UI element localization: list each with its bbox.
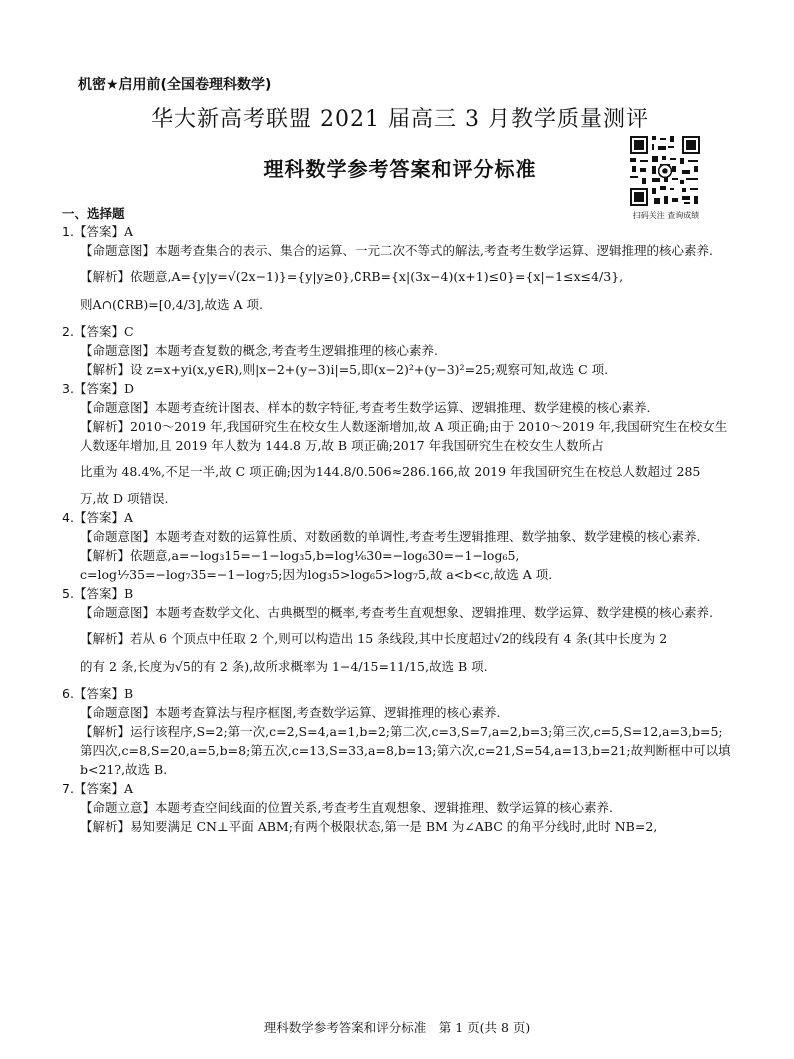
question-2-answer: 2.【答案】C (62, 324, 134, 339)
question-7-analysis: 【解析】易知要满足 CN⊥平面 ABM;有两个极限状态,第一是 BM 为∠ABC 的角平分线时,此时 NB=2, (80, 819, 658, 834)
question-3-analysis-end: 万,故 D 项错误. (80, 491, 169, 506)
question-7-answer: 7.【答案】A (62, 781, 133, 796)
question-3-intent: 【命题意图】本题考查统计图表、样本的数字特征,考查考生数学运算、逻辑推理、数学建模的核心素养. (80, 400, 651, 415)
question-5-answer: 5.【答案】B (62, 586, 134, 601)
question-6-answer: 6.【答案】B (62, 686, 134, 701)
question-6-intent: 【命题意图】本题考查算法与程序框图,考查数学运算、逻辑推理的核心素养. (80, 705, 501, 720)
question-6-analysis: 【解析】运行该程序,S=2;第一次,c=2,S=4,a=1,b=2;第二次,c=3,S=7,a=2,b=3;第三次,c=5,S=12,a=3,b=5;第四次,c=8,S=20,a=5,b=8;第五次,c=13,S=33,a=8,b=13;第六次,c=21,S=54,a=13,b=21;故判断框中可以填 b<21?,故选 B. (80, 724, 731, 777)
question-3-analysis-cont: 比重为 48.4%,不足一半,故 C 项正确;因为144.8/0.506≈286.166,故 2019 年我国研究生在校总人数超过 285 (80, 464, 701, 479)
question-2-analysis: 【解析】设 z=x+yi(x,y∈R),则|x−2+(y−3)i|=5,即(x−2)²+(y−3)²=25;观察可知,故选 C 项. (80, 362, 609, 377)
page-title: 华大新高考联盟 2021 届高三 3 月教学质量测评 (151, 107, 649, 132)
page-footer: 理科数学参考答案和评分标准 第 1 页(共 8 页) (263, 1020, 531, 1035)
question-7-intent: 【命题立意】本题考查空间线面的位置关系,考查考生直观想象、逻辑推理、数学运算的核心素养. (80, 800, 613, 815)
question-4-intent: 【命题意图】本题考查对数的运算性质、对数函数的单调性,考查考生逻辑推理、数学抽象、数学建模的核心素养. (80, 529, 701, 544)
question-5-intent: 【命题意图】本题考查数学文化、古典概型的概率,考查考生直观想象、逻辑推理、数学运算、数学建模的核心素养. (80, 605, 713, 620)
question-5-analysis-cont: 的有 2 条,长度为√5的有 2 条),故所求概率为 1−4/15=11/15,故选 B 项. (80, 659, 488, 674)
question-4-answer: 4.【答案】A (62, 510, 133, 525)
question-2-intent: 【命题意图】本题考查复数的概念,考查考生逻辑推理的核心素养. (80, 343, 438, 358)
question-1-answer: 1.【答案】A (62, 224, 133, 239)
question-3-analysis: 【解析】2010～2019 年,我国研究生在校女生人数逐渐增加,故 A 项正确;由于 2010～2019 年,我国研究生在校女生人数逐年增加,且 2019 年人数为 144.8 万,故 B 项正确;2017 年我国研究生在校女生人数所占 (80, 419, 728, 453)
question-1-analysis: 【解析】依题意,A={y|y=√(2x−1)}={y|y≥0},∁RB={x|(3x−4)(x+1)≤0}={x|−1≤x≤4/3}, (80, 269, 624, 284)
section-heading: 一、选择题 (62, 206, 125, 221)
qr-caption: 扫码关注 查询成绩 (632, 211, 700, 220)
question-3-answer: 3.【答案】D (62, 381, 134, 396)
question-4-analysis: 【解析】依题意,a=−log₃15=−1−log₃5,b=log⅙30=−log₆30=−1−log₆5, (80, 548, 520, 563)
question-4-analysis-cont: c=log⅐35=−log₇35=−1−log₇5;因为log₃5>log₆5>log₇5,故 a<b<c,故选 A 项. (80, 567, 553, 582)
question-5-analysis: 【解析】若从 6 个顶点中任取 2 个,则可以构造出 15 条线段,其中长度超过√2的线段有 4 条(其中长度为 2 (80, 631, 668, 646)
answers-content (62, 222, 732, 836)
page-subtitle: 理科数学参考答案和评分标准 (263, 157, 537, 181)
question-1-analysis-cont: 则A∩(∁RB)=[0,4/3],故选 A 项. (80, 297, 263, 312)
qr-code-icon (628, 134, 702, 208)
question-1-intent: 【命题意图】本题考查集合的表示、集合的运算、一元二次不等式的解法,考查考生数学运算、逻辑推理的核心素养. (80, 243, 713, 258)
confidential-label: 机密★启用前(全国卷理科数学) (78, 77, 272, 93)
